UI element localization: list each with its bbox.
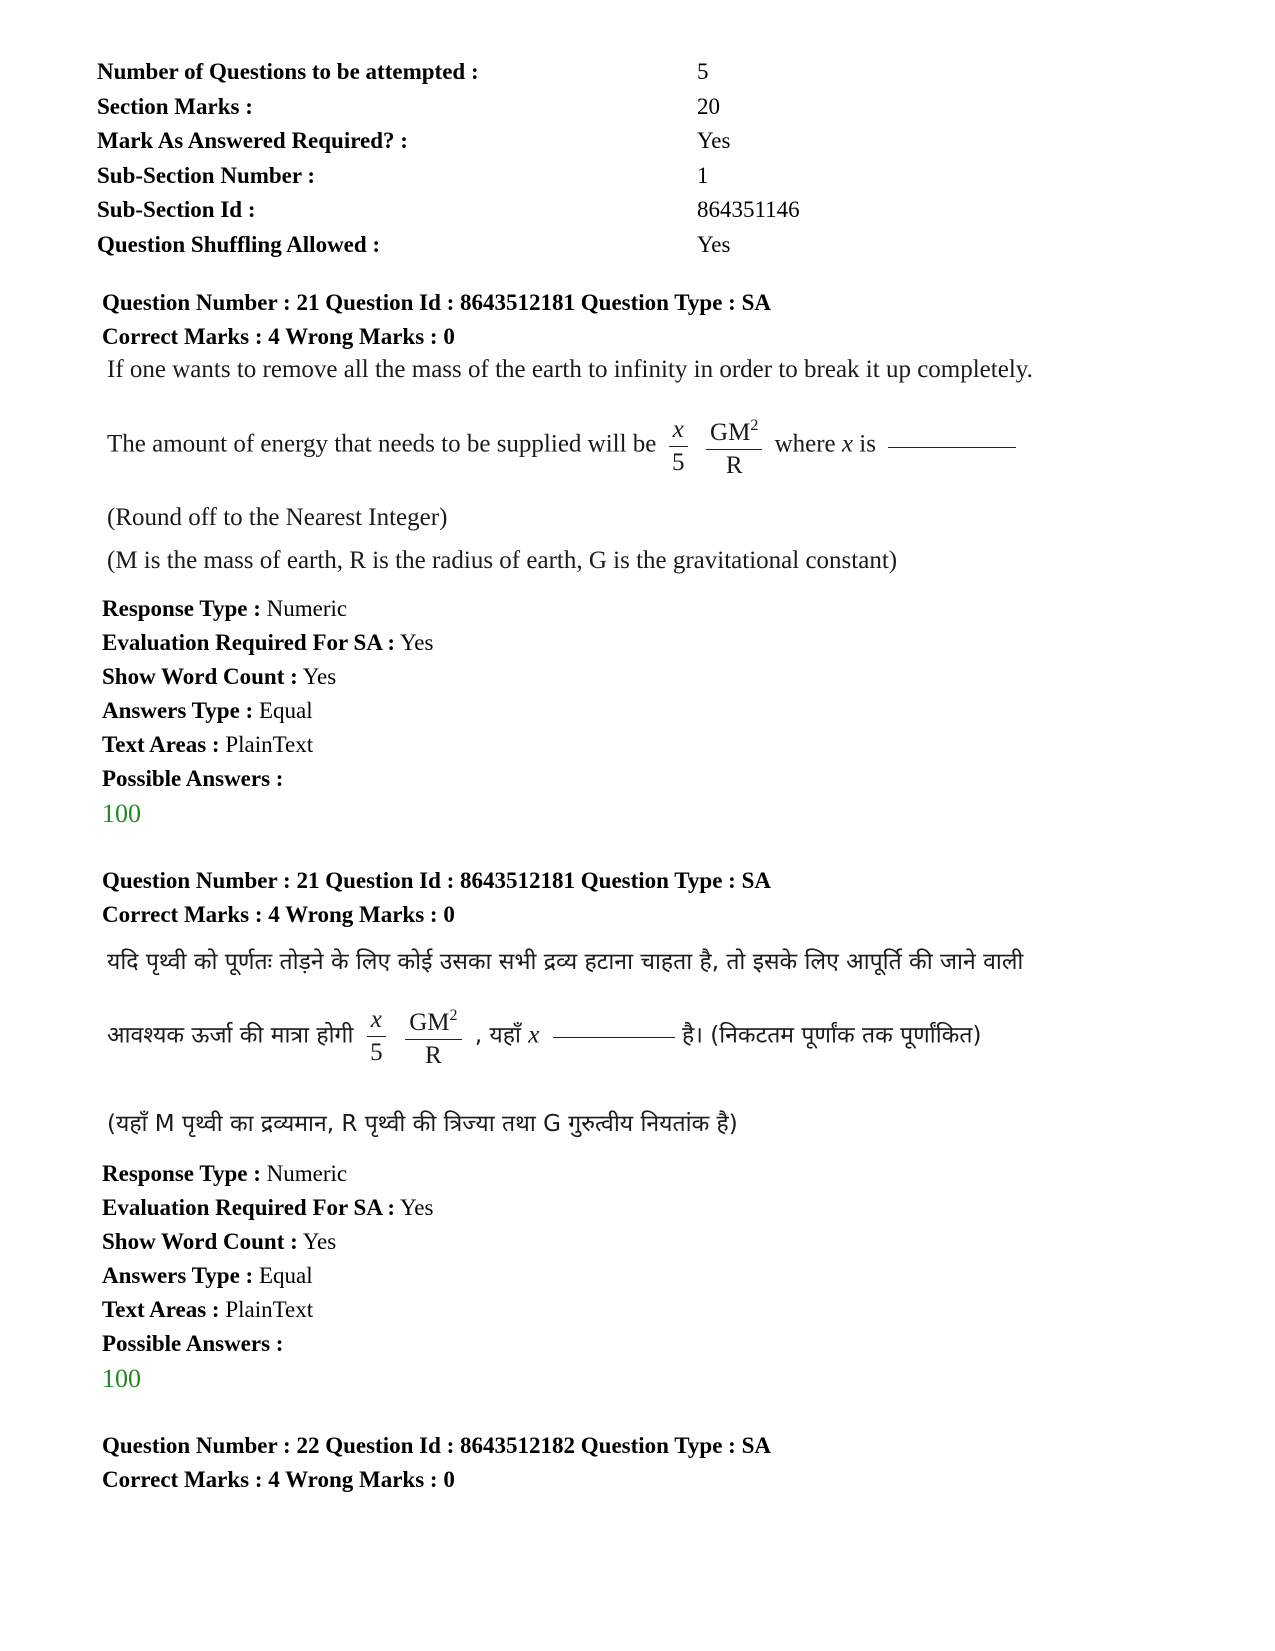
info-value: 5 xyxy=(697,59,709,85)
answer-blank xyxy=(888,445,1016,448)
question-block-next xyxy=(102,1429,1202,1497)
question-block-hindi xyxy=(102,864,1202,932)
question-marks: Correct Marks : 4 Wrong Marks : 0 xyxy=(102,1467,455,1492)
question-stem-hindi xyxy=(102,940,1202,1150)
numerator-exponent: 2 xyxy=(750,417,759,434)
fraction-denominator: 5 xyxy=(370,1038,383,1066)
question-marks: Correct Marks : 4 Wrong Marks : 0 xyxy=(102,902,455,927)
meta-label: Text Areas : xyxy=(102,1297,220,1322)
fraction-numerator: x xyxy=(367,1006,386,1037)
numerator-exponent: 2 xyxy=(449,1007,458,1024)
info-label: Question Shuffling Allowed : xyxy=(97,231,381,257)
possible-answers-label: Possible Answers : xyxy=(102,1331,284,1356)
stem-formula-line xyxy=(107,412,1016,480)
info-value: 20 xyxy=(697,93,720,119)
question-meta-english xyxy=(102,592,1202,832)
section-info-table xyxy=(97,55,800,262)
stem-text: where xyxy=(774,430,836,458)
meta-value: PlainText xyxy=(225,1297,314,1322)
possible-answers-label: Possible Answers : xyxy=(102,766,284,791)
fraction-denominator: R xyxy=(725,452,743,479)
meta-row xyxy=(102,762,1202,796)
possible-answer: 100 xyxy=(102,799,141,828)
meta-label: Response Type : xyxy=(102,1161,261,1186)
stem-formula-line xyxy=(107,1002,981,1070)
stem-line: If one wants to remove all the mass of the earth to infinity in order to break it up completely. xyxy=(107,356,1033,383)
fraction-x-over-5 xyxy=(669,416,688,477)
fraction-numerator: x xyxy=(669,416,688,447)
fraction-x-over-5 xyxy=(367,1006,386,1067)
info-value: 1 xyxy=(697,162,709,188)
fraction-gm2-over-r xyxy=(706,412,762,480)
info-row xyxy=(97,55,800,90)
meta-row xyxy=(102,626,1202,660)
possible-answer: 100 xyxy=(102,1364,141,1393)
meta-value: Numeric xyxy=(266,596,348,621)
meta-row xyxy=(102,660,1202,694)
question-header: Question Number : 21 Question Id : 8643512181 Question Type : SA xyxy=(102,290,771,315)
meta-value: Yes xyxy=(400,630,434,655)
meta-row xyxy=(102,1327,1202,1361)
stem-text: है। (निकटतम पूर्णांक तक पूर्णांकित) xyxy=(682,1022,982,1049)
question-block-english xyxy=(102,286,1202,354)
meta-label: Show Word Count : xyxy=(102,1229,298,1254)
info-label: Mark As Answered Required? : xyxy=(97,128,408,154)
info-value: Yes xyxy=(697,128,731,154)
info-label: Sub-Section Number : xyxy=(97,162,316,188)
info-value: Yes xyxy=(697,231,731,257)
meta-row xyxy=(102,1225,1202,1259)
meta-value: Yes xyxy=(302,664,337,689)
meta-row xyxy=(102,1293,1202,1327)
info-row xyxy=(97,124,800,159)
meta-row xyxy=(102,694,1202,728)
meta-value: Equal xyxy=(258,698,313,723)
meta-value: Numeric xyxy=(266,1161,348,1186)
meta-label: Evaluation Required For SA : xyxy=(102,630,396,655)
meta-row xyxy=(102,728,1202,762)
info-row xyxy=(97,159,800,194)
numerator-text: GM xyxy=(409,1009,450,1036)
numerator-text: GM xyxy=(710,419,751,446)
fraction-denominator: 5 xyxy=(671,448,685,476)
stem-text: is xyxy=(859,430,876,458)
meta-label: Show Word Count : xyxy=(102,664,298,689)
question-header: Question Number : 21 Question Id : 8643512181 Question Type : SA xyxy=(102,868,771,893)
meta-value: PlainText xyxy=(225,732,314,757)
fraction-numerator xyxy=(706,412,762,450)
question-header: Question Number : 22 Question Id : 8643512182 Question Type : SA xyxy=(102,1433,771,1458)
stem-text: The amount of energy that needs to be supplied will be xyxy=(107,430,657,458)
meta-label: Text Areas : xyxy=(102,732,220,757)
meta-row xyxy=(102,1191,1202,1225)
info-value: 864351146 xyxy=(697,197,800,223)
info-row xyxy=(97,193,800,228)
meta-value: Yes xyxy=(302,1229,337,1254)
question-meta-hindi xyxy=(102,1157,1202,1397)
fraction-denominator: R xyxy=(425,1042,442,1069)
fraction-gm2-over-r xyxy=(405,1002,461,1070)
stem-line: (M is the mass of earth, R is the radius of earth, G is the gravitational constant) xyxy=(107,547,898,574)
info-label: Number of Questions to be attempted : xyxy=(97,59,479,85)
info-row xyxy=(97,90,800,125)
stem-text: , यहाँ xyxy=(474,1022,521,1049)
meta-row xyxy=(102,1157,1202,1191)
meta-value: Yes xyxy=(400,1195,434,1220)
question-stem-english xyxy=(102,352,1202,592)
info-label: Section Marks : xyxy=(97,93,253,119)
fraction-numerator xyxy=(405,1002,461,1040)
variable-x: x xyxy=(841,430,853,458)
question-marks: Correct Marks : 4 Wrong Marks : 0 xyxy=(102,324,455,349)
meta-label: Answers Type : xyxy=(102,698,254,723)
variable-x: x xyxy=(528,1021,540,1049)
meta-value: Equal xyxy=(258,1263,313,1288)
meta-label: Evaluation Required For SA : xyxy=(102,1195,396,1220)
stem-line: (यहाँ M पृथ्वी का द्रव्यमान, R पृथ्वी की त्रिज्या तथा G गुरुत्वीय नियतांक है) xyxy=(107,1111,738,1137)
meta-row xyxy=(102,592,1202,626)
meta-label: Answers Type : xyxy=(102,1263,254,1288)
stem-text: आवश्यक ऊर्जा की मात्रा होगी xyxy=(107,1022,354,1049)
meta-row xyxy=(102,1259,1202,1293)
stem-line: यदि पृथ्वी को पूर्णतः तोड़ने के लिए कोई उसका सभी द्रव्य हटाना चाहता है, तो इसके लिए आपूर्ति की जाने वाली xyxy=(107,949,1024,975)
stem-line: (Round off to the Nearest Integer) xyxy=(107,504,448,531)
info-label: Sub-Section Id : xyxy=(97,197,256,223)
answer-blank xyxy=(553,1035,675,1038)
info-row xyxy=(97,228,800,263)
meta-label: Response Type : xyxy=(102,596,261,621)
